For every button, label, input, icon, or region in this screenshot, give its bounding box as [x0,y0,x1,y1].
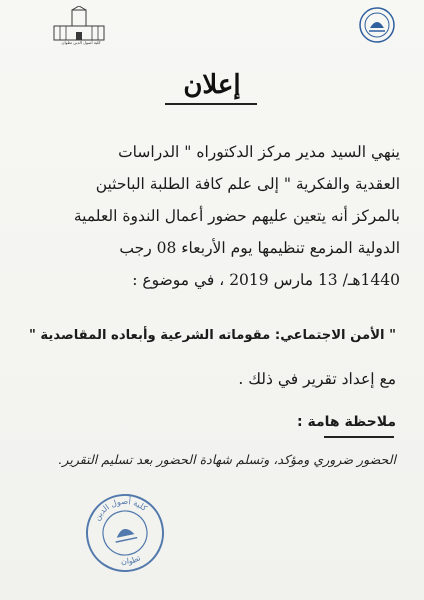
university-emblem-logo [358,6,396,44]
svg-text:كلية أصول الدين [89,492,150,524]
closing-line: مع إعداد تقرير في ذلك . [238,370,396,388]
body-line: ينهي السيد مدير مركز الدكتوراه " الدراسات [118,143,400,161]
body-line: الدولية المزمع تنظيمها يوم الأربعاء 08 رجب [119,239,400,257]
stamp-text-top: كلية أصول الدين [92,496,149,523]
seminar-subject: " الأمن الاجتماعي: مقوماته الشرعية وأبعاده المقاصدية " [28,328,396,343]
stamp-text-bottom: تطوان [120,553,143,567]
university-building-logo [48,6,110,52]
logo-caption: كلية أصول الدين تطوان [61,40,101,45]
body-line: 1440هـ/ 13 مارس 2019 ، في موضوع : [132,271,400,289]
announcement-body [20,136,400,296]
note-underline [324,436,394,438]
title-underline [165,103,257,105]
announcement-title: إعلان [183,70,241,100]
institution-stamp [76,484,173,581]
body-line: العقدية والفكرية " إلى علم كافة الطلبة الباحثين [95,175,400,193]
note-text: الحضور ضروري ومؤكد، وتسلم شهادة الحضور بعد تسليم التقرير. [58,452,396,467]
body-line: بالمركز أنه يتعين عليهم حضور أعمال الندوة العلمية [73,207,400,225]
note-heading: ملاحظة هامة : [297,414,396,430]
